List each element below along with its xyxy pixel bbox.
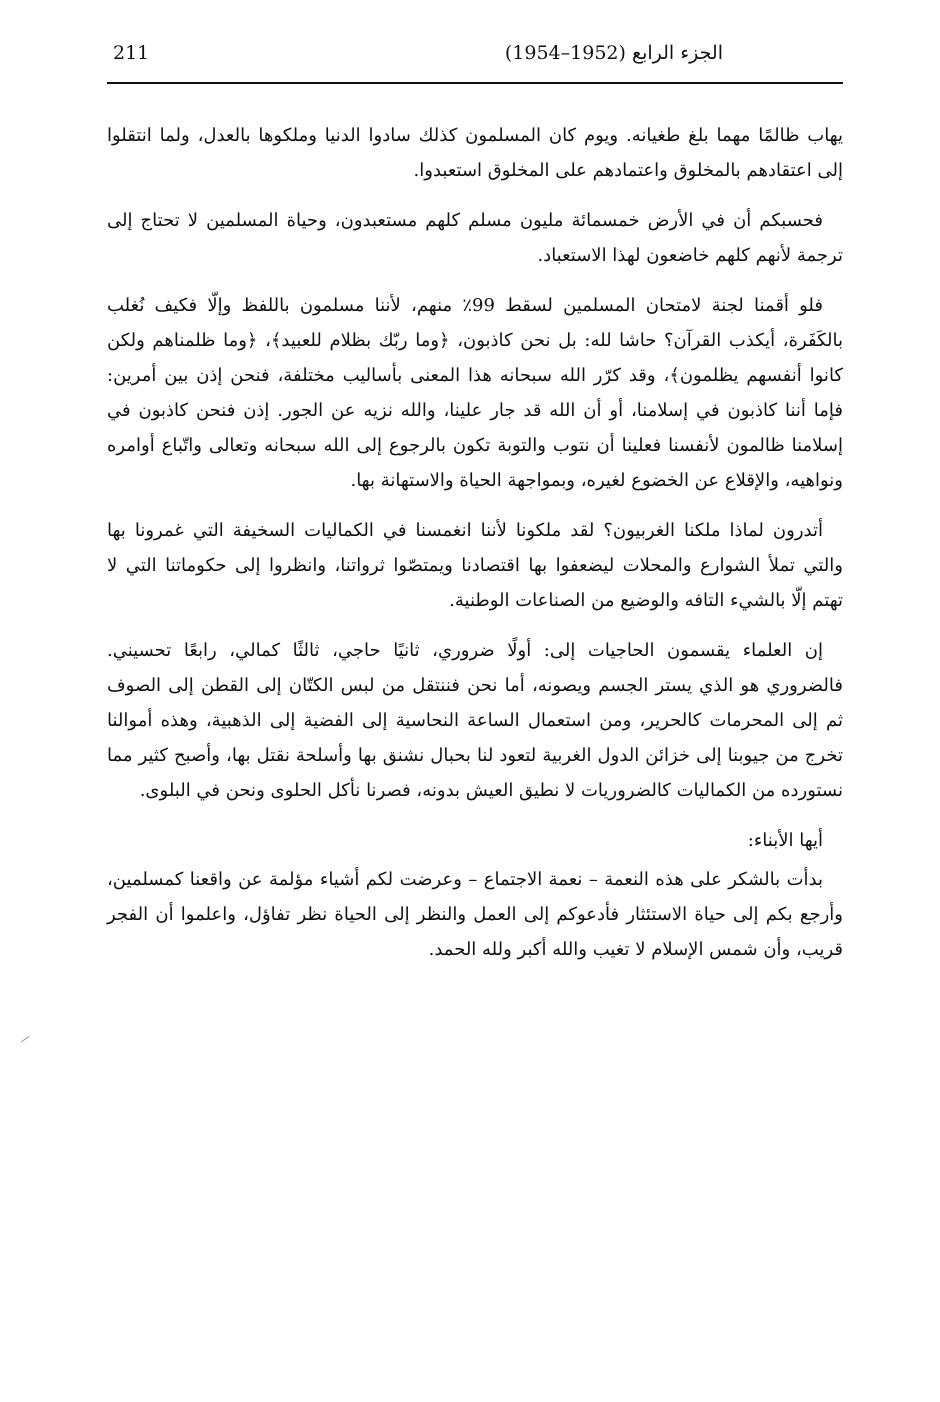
paragraph-6: بدأت بالشكر على هذه النعمة – نعمة الاجتماع – وعرضت لكم أشياء مؤلمة عن واقعنا كمسلمين، وأرجع بكم إلى حياة الاستئثار فأدعوكم إلى العمل والنظر إلى الحياة نظر تفاؤل، واعلموا أن الفجر قريب، وأن شمس الإسلام لا تغيب والله أكبر ولله الحمد. — [107, 869, 843, 960]
stray-pen-mark — [21, 1036, 33, 1047]
section-heading: أيها الأبناء: — [747, 830, 823, 851]
paragraph-5: إن العلماء يقسمون الحاجيات إلى: أولًا ضروري، ثانيًا حاجي، ثالثًا كمالي، رابعًا تحسيني. فالضروري هو الذي يستر الجسم ويصونه، أما نحن فننتقل من لبس الكتّان إلى القطن إلى الصوف ثم إلى المحرمات كالحرير، ومن استعمال الساعة النحاسية إلى الفضية إلى الذهبية، وهذه أموالنا تخرج من جيوبنا إلى خزائن الدول الغربية لتعود لنا بحبال نشنق بها وأسلحة نقتل بها، وأصبح كثير مما نستورده من الكماليات كالضروريات لا نطيق العيش بدونه، فصرنا نأكل الحلوى ونحن في البلوى. — [107, 640, 843, 801]
body-text — [107, 118, 843, 982]
header-rule — [107, 82, 843, 84]
paragraph-1: يهاب ظالمًا مهما بلغ طغيانه. ويوم كان المسلمون كذلك سادوا الدنيا وملكوها بالعدل، ولما انتقلوا إلى اعتقادهم بالمخلوق واعتمادهم على المخلوق استعبدوا. — [107, 125, 843, 181]
paragraph-3: فلو أقمنا لجنة لامتحان المسلمين لسقط 99٪ منهم، لأننا مسلمون باللفظ وإلّا فكيف نُغلب بالكَفَرة، أيكذب القرآن؟ حاشا لله: بل نحن كاذبون، ﴿وما ربّك بظلام للعبيد﴾، ﴿وما ظلمناهم ولكن كانوا أنفسهم يظلمون﴾، وقد كرّر الله سبحانه هذا المعنى بأساليب مختلفة، فنحن إذن بين أمرين: فإما أننا كاذبون في إسلامنا، أو أن الله قد جار علينا، والله نزيه عن الجور. إذن فنحن كاذبون في إسلامنا ظالمون لأنفسنا فعلينا أن نتوب والتوبة تكون بالرجوع إلى الله سبحانه وتعالى واتّباع أوامره ونواهيه، والإقلاع عن الخضوع لغيره، وبمواجهة الحياة والاستهانة بها. — [107, 295, 843, 491]
running-header — [107, 40, 843, 76]
running-title: الجزء الرابع (1952–1954) — [504, 42, 723, 64]
paragraph-4: أتدرون لماذا ملكنا الغربيون؟ لقد ملكونا لأننا انغمسنا في الكماليات السخيفة التي غمرونا بها والتي تملأ الشوارع والمحلات ليضعفوا بها اقتصادنا ويمتصّوا ثرواتنا، وانظروا إلى حكوماتنا التي لا تهتم إلّا بالشيء التافه والوضيع من الصناعات الوطنية. — [107, 520, 843, 611]
paragraph-2: فحسبكم أن في الأرض خمسمائة مليون مسلم كلهم مستعبدون، وحياة المسلمين لا تحتاج إلى ترجمة لأنهم كلهم خاضعون لهذا الاستعباد. — [107, 210, 843, 266]
page-number: 211 — [113, 42, 150, 64]
